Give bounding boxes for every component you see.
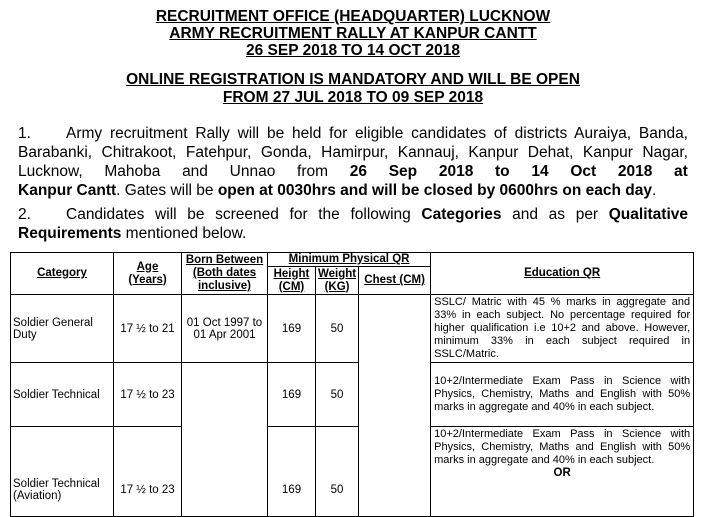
header-category: Category (11, 253, 114, 295)
table-row (11, 363, 694, 427)
header-line-5: FROM 27 JUL 2018 TO 09 SEP 2018 (222, 89, 484, 106)
header-education: Education QR (431, 253, 694, 295)
cell-education: 10+2/Intermediate Exam Pass in Science with Physics, Chemistry, Maths and English with 50% marks in aggregate and 40% in each subject. (431, 363, 694, 427)
cell-height: 169 (268, 363, 316, 427)
header-born-between (182, 253, 268, 295)
paragraph-2 (18, 205, 688, 243)
cell-weight: 50 (316, 295, 359, 363)
word: 14 (531, 163, 549, 180)
text-bold: Qualitative (608, 206, 688, 223)
cell-age: 17 ½ to 21 (114, 295, 182, 363)
text: and as per (501, 206, 609, 223)
header-born-title: Born Between (185, 254, 264, 266)
paragraph-1-line-3 (18, 162, 688, 181)
word: from (297, 163, 329, 180)
cell-category: Soldier General Duty (11, 295, 114, 363)
word: Mahoba (104, 163, 161, 180)
cell-born: 01 Oct 1997 to 01 Apr 2001 (182, 295, 268, 363)
text: . Gates will be (116, 182, 218, 199)
header-line-4: ONLINE REGISTRATION IS MANDATORY AND WILL BE OPEN (126, 71, 580, 88)
word: Unnao (229, 163, 276, 180)
paragraph-1-line-2: Barabanki, Chitrakoot, Fatehpur, Gonda, Hamirpur, Kannauj, Kanpur Dehat, Kanpur Nagar, (18, 144, 688, 161)
table-row (11, 427, 694, 517)
text: Candidates will be screened for the following (66, 206, 422, 223)
text-bold: Categories (421, 206, 502, 223)
cell-education (431, 427, 694, 517)
paragraph-2-number: 2. (18, 206, 31, 223)
cell-chest (359, 295, 431, 517)
word: Lucknow, (18, 163, 83, 180)
cell-age: 17 ½ to 23 (114, 427, 182, 517)
cell-age: 17 ½ to 23 (114, 363, 182, 427)
word: to (495, 163, 510, 180)
header-weight: Weight (KG) (316, 267, 359, 295)
header-age: Age (Years) (114, 253, 182, 295)
text-bold: Requirements (18, 225, 122, 242)
text: . (652, 182, 657, 199)
header-line-1: RECRUITMENT OFFICE (HEADQUARTER) LUCKNOW (155, 8, 551, 25)
header-height: Height (CM) (268, 267, 316, 295)
word: 2018 (617, 163, 653, 180)
header-born-sub: (Both dates inclusive) (192, 267, 257, 292)
word: Oct (570, 163, 597, 180)
cell-category: Soldier Technical (11, 363, 114, 427)
paragraph-1-number: 1. (18, 125, 31, 142)
header-chest: Chest (CM) (359, 267, 431, 295)
cell-category: Soldier Technical (Aviation) (11, 427, 114, 517)
paragraph-1-line-4 (18, 181, 688, 200)
cell-height: 169 (268, 427, 316, 517)
education-or: OR (553, 467, 571, 479)
cell-weight: 50 (316, 363, 359, 427)
venue: Kanpur Cantt (18, 182, 117, 199)
word: and (182, 163, 208, 180)
cell-height: 169 (268, 295, 316, 363)
paragraph-1 (18, 124, 688, 200)
word: 2018 (438, 163, 474, 180)
header-line-3: 26 SEP 2018 TO 14 OCT 2018 (246, 42, 460, 59)
cell-weight: 50 (316, 427, 359, 517)
word: Sep (388, 163, 418, 180)
header-min-physical-qr: Minimum Physical QR (268, 253, 431, 267)
header-line-2: ARMY RECRUITMENT RALLY AT KANPUR CANTT (169, 25, 537, 42)
qualification-table (10, 252, 694, 517)
word: 26 (349, 163, 367, 180)
table-row (11, 295, 694, 363)
gate-timing: open at 0030hrs and will be closed by 0600hrs on each day (217, 182, 652, 199)
cell-born (182, 363, 268, 517)
paragraph-1-line-1: Army recruitment Rally will be held for eligible candidates of districts Auraiya, Banda, (66, 125, 688, 142)
cell-education: SSLC/ Matric with 45 % marks in aggregate and 33% in each subject. No percentage required for higher qualification i.e 10+2 and above. However, minimum 33% in each subject required in SSLC/Matric. (431, 295, 694, 363)
word: at (674, 163, 688, 180)
text: mentioned below. (121, 225, 247, 242)
education-text: 10+2/Intermediate Exam Pass in Science with Physics, Chemistry, Maths and English with 50% marks in aggregate and 40% in each subject. (434, 428, 691, 466)
